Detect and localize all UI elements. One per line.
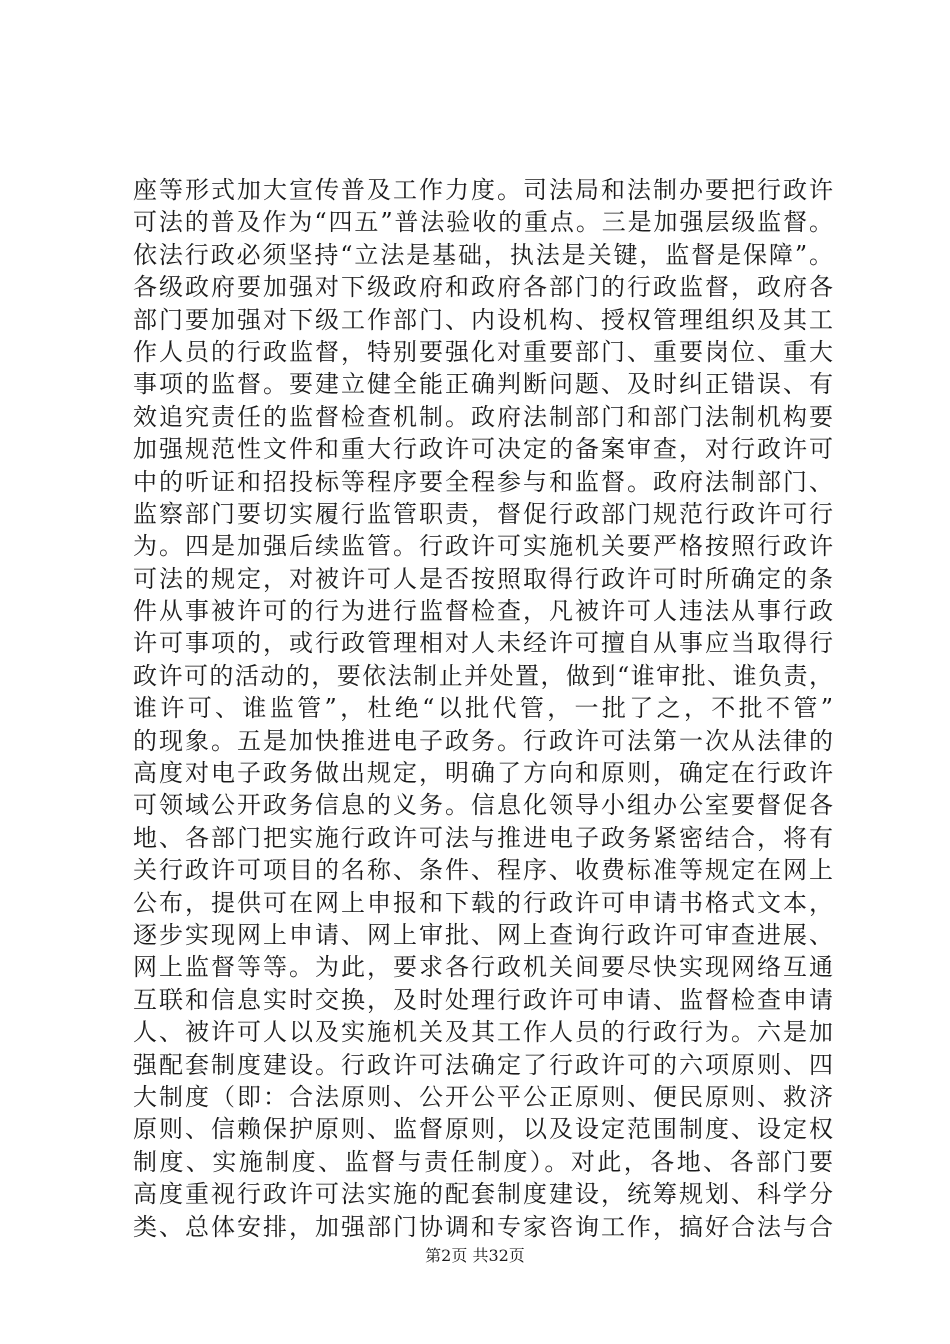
text-line: 件从事被许可的行为进行监督检查，凡被许可人违法从事行政 (133, 597, 833, 626)
text-line: 制度、实施制度、监督与责任制度）。对此，各地、各部门要 (133, 1147, 833, 1176)
text-line: 可领域公开政务信息的义务。信息化领导小组办公室要督促各 (133, 791, 833, 820)
text-line: 关行政许可项目的名称、条件、程序、收费标准等规定在网上 (133, 856, 833, 885)
text-line: 网上监督等等。为此，要求各行政机关间要尽快实现网络互通 (133, 953, 833, 982)
text-line: 可法的规定，对被许可人是否按照取得行政许可时所确定的条 (133, 564, 833, 593)
text-line: 类、总体安排，加强部门协调和专家咨询工作，搞好合法与合 (133, 1212, 833, 1241)
text-line: 加强规范性文件和重大行政许可决定的备案审查，对行政许可 (133, 435, 833, 464)
text-line: 许可事项的，或行政管理相对人未经许可擅自从事应当取得行 (133, 629, 833, 658)
text-line: 原则、信赖保护原则、监督原则，以及设定范围制度、设定权 (133, 1115, 833, 1144)
text-line: 中的听证和招投标等程序要全程参与和监督。政府法制部门、 (133, 467, 833, 496)
text-line: 部门要加强对下级工作部门、内设机构、授权管理组织及其工 (133, 305, 833, 334)
text-line: 作人员的行政监督，特别要强化对重要部门、重要岗位、重大 (133, 337, 833, 366)
text-line: 依法行政必须坚持“立法是基础，执法是关键，监督是保障”。 (133, 240, 833, 269)
text-line: 高度对电子政务做出规定，明确了方向和原则，确定在行政许 (133, 759, 833, 788)
text-line: 人、被许可人以及实施机关及其工作人员的行政行为。六是加 (133, 1018, 833, 1047)
text-line: 监察部门要切实履行监管职责，督促行政部门规范行政许可行 (133, 499, 833, 528)
text-line: 大制度（即：合法原则、公开公平公正原则、便民原则、救济 (133, 1082, 833, 1111)
text-line: 事项的监督。要建立健全能正确判断问题、及时纠正错误、有 (133, 370, 833, 399)
text-line: 谁许可、谁监管”，杜绝“以批代管，一批了之，不批不管” (133, 694, 833, 723)
text-line: 可法的普及作为“四五”普法验收的重点。三是加强层级监督。 (133, 208, 833, 237)
text-line: 座等形式加大宣传普及工作力度。司法局和法制办要把行政许 (133, 176, 833, 204)
page-footer: 第2页 共32页 (425, 1246, 525, 1265)
text-line: 逐步实现网上申请、网上审批、网上查询行政许可审查进展、 (133, 920, 833, 949)
text-line: 公布，提供可在网上申报和下载的行政许可申请书格式文本， (133, 888, 833, 917)
text-line: 的现象。五是加快推进电子政务。行政许可法第一次从法律的 (133, 726, 833, 755)
text-line: 各级政府要加强对下级政府和政府各部门的行政监督，政府各 (133, 273, 833, 302)
text-line: 互联和信息实时交换，及时处理行政许可申请、监督检查申请 (133, 985, 833, 1014)
text-line: 强配套制度建设。行政许可法确定了行政许可的六项原则、四 (133, 1050, 833, 1079)
text-line: 效追究责任的监督检查机制。政府法制部门和部门法制机构要 (133, 402, 833, 431)
text-line: 高度重视行政许可法实施的配套制度建设，统筹规划、科学分 (133, 1180, 833, 1209)
text-line: 政许可的活动的，要依法制止并处置，做到“谁审批、谁负责， (133, 661, 833, 690)
body-text (133, 174, 833, 1243)
text-line: 为。四是加强后续监管。行政许可实施机关要严格按照行政许 (133, 532, 833, 561)
text-line: 地、各部门把实施行政许可法与推进电子政务紧密结合，将有 (133, 823, 833, 852)
